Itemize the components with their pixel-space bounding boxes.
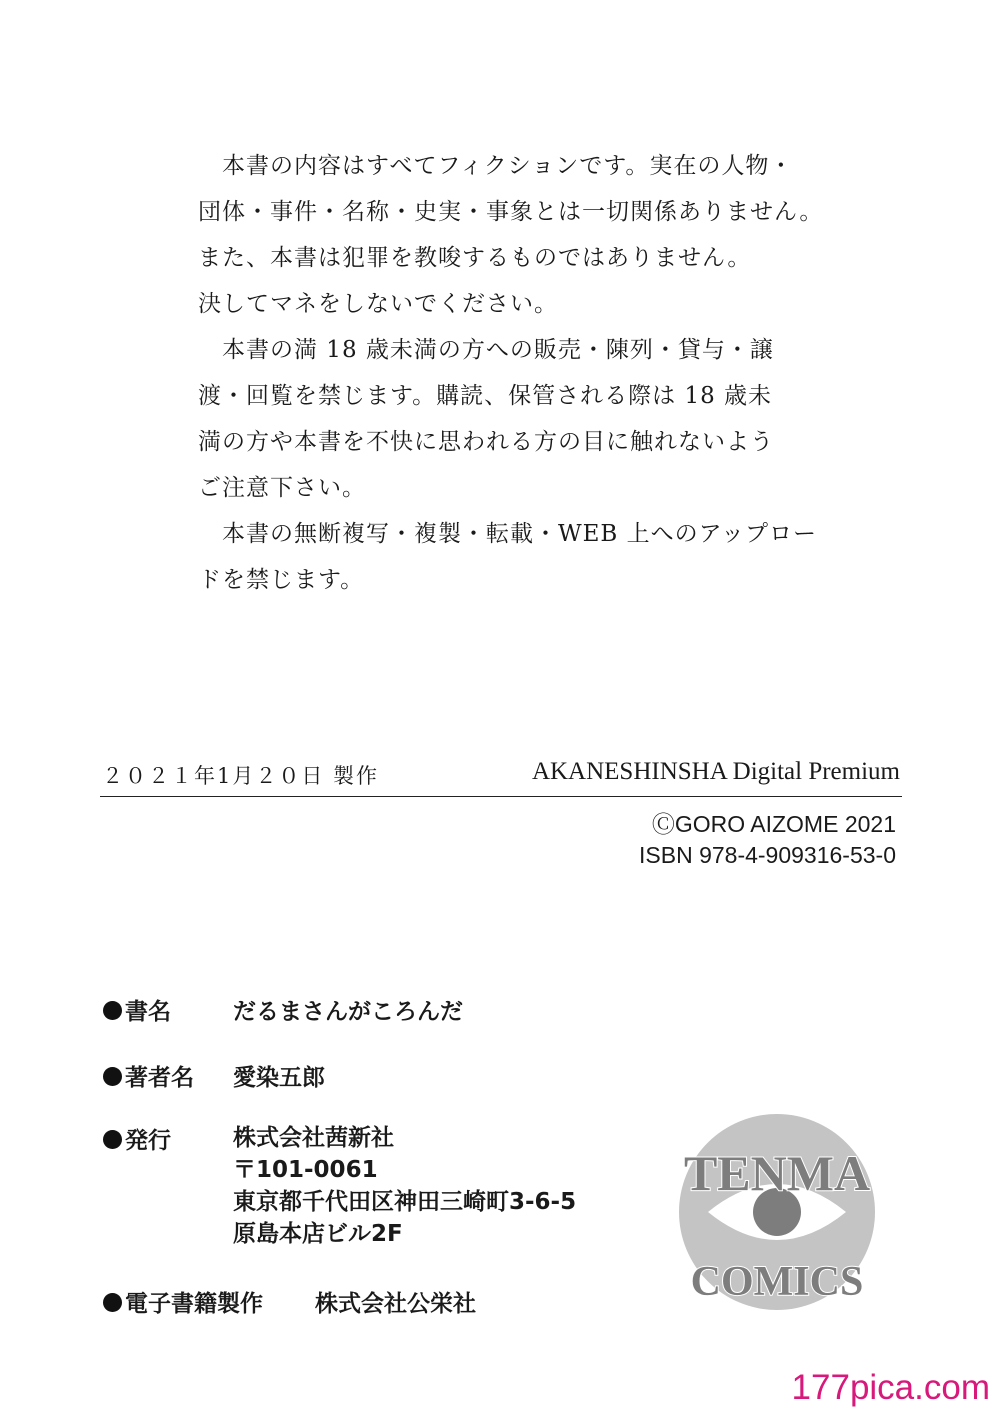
publisher-address	[233, 1122, 576, 1250]
author-label: 著者名	[125, 1065, 194, 1091]
notice-line: 本書の内容はすべてフィクションです。実在の人物・	[198, 153, 794, 179]
ebook-value: 株式会社公栄社	[315, 1291, 476, 1317]
notice-line: 本書の無断複写・複製・転載・WEB 上へのアップロー	[198, 521, 818, 547]
isbn: ISBN 978-4-909316-53-0	[639, 842, 896, 868]
info-title-row	[103, 993, 463, 1026]
ebook-label: 電子書籍製作	[125, 1291, 263, 1317]
content-notice	[198, 143, 824, 603]
publisher-label: 発行	[125, 1128, 171, 1154]
bullet-icon	[103, 1293, 122, 1312]
address-line: 東京都千代田区神田三崎町3-6-5	[233, 1189, 577, 1215]
production-date: ２０２１年1月２０日 製作	[102, 764, 380, 788]
notice-line: 団体・事件・名称・史実・事象とは一切関係ありません。	[198, 199, 824, 225]
notice-line: 渡・回覧を禁じます。購読、保管される際は 18 歳未	[198, 383, 773, 409]
title-label: 書名	[125, 999, 171, 1025]
publisher-name: 株式会社茜新社	[233, 1125, 394, 1151]
bullet-icon	[103, 1067, 122, 1086]
info-ebook-row	[103, 1285, 476, 1318]
info-publisher-row	[103, 1122, 577, 1247]
notice-line: また、本書は犯罪を教唆するものではありません。	[198, 245, 752, 271]
postal-code: 〒101-0061	[233, 1157, 378, 1183]
notice-line: ドを禁じます。	[198, 567, 365, 593]
copyright: ⒸGORO AIZOME 2021	[651, 811, 896, 837]
brand-name: AKANESHINSHA Digital Premium	[531, 758, 900, 785]
divider	[100, 796, 902, 797]
logo-bottom-text: COMICS	[690, 1259, 864, 1305]
bullet-icon	[103, 1130, 122, 1149]
building-line: 原島本店ビル2F	[233, 1221, 403, 1247]
notice-line: ご注意下さい。	[198, 475, 366, 501]
notice-line: 本書の満 18 歳未満の方への販売・陳列・貸与・譲	[198, 337, 774, 363]
bullet-icon	[103, 1001, 122, 1020]
site-watermark: 177pica.com	[791, 1368, 990, 1407]
author-value: 愛染五郎	[233, 1065, 325, 1091]
info-author-row	[103, 1059, 325, 1092]
tenma-comics-logo	[652, 1108, 902, 1318]
notice-line: 決してマネをしないでください。	[198, 291, 558, 317]
notice-line: 満の方や本書を不快に思われる方の目に触れないよう	[198, 429, 774, 455]
logo-top-text: TENMA	[683, 1145, 871, 1201]
title-value: だるまさんがころんだ	[233, 999, 463, 1025]
